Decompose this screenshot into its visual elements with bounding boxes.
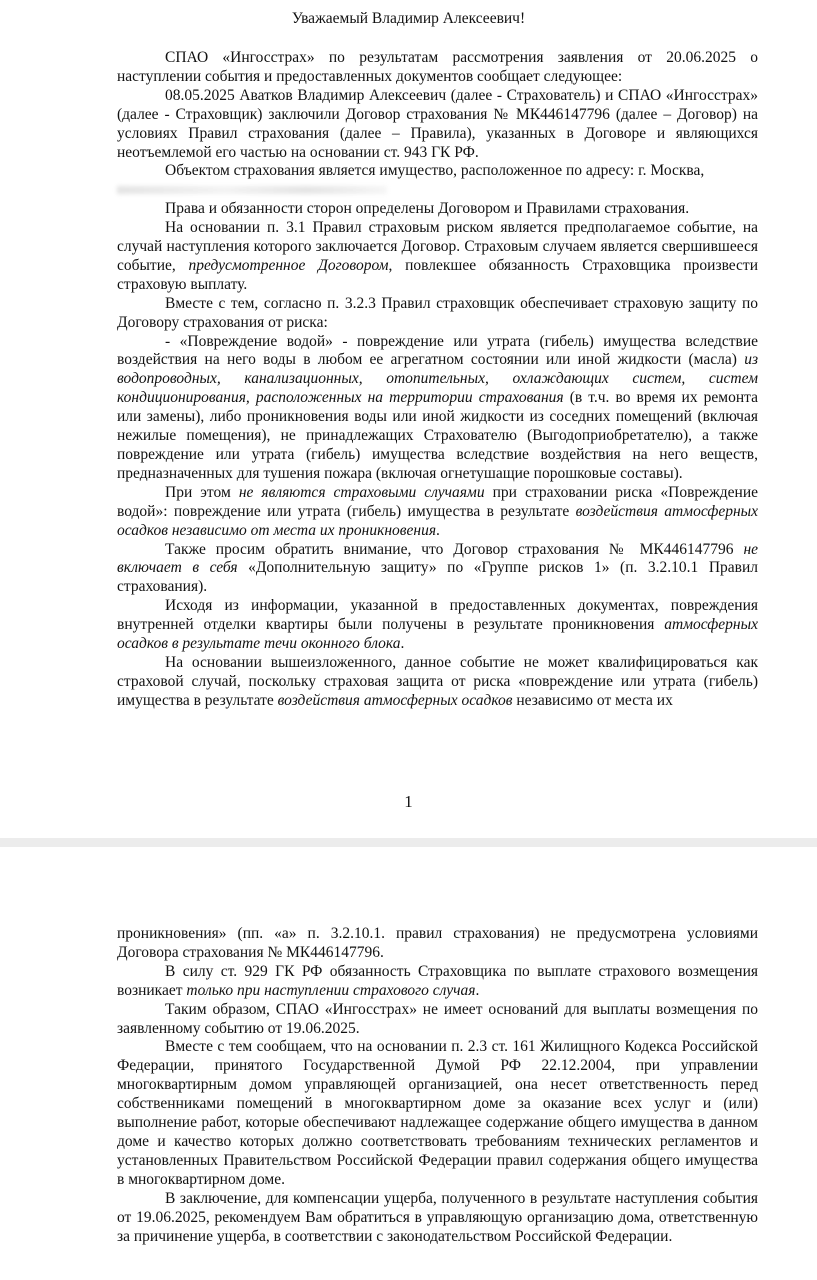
paragraph-no-grounds: Таким образом, СПАО «Ингосстрах» не имеет оснований для выплаты возмещения по заявленному событию от 19.06.2025. — [117, 1000, 758, 1037]
paragraph-rights: Права и обязанности сторон определены Договором и Правилами страхования. — [165, 200, 690, 218]
paragraph-intro: СПАО «Ингосстрах» по результатам рассмотрения заявления от 20.06.2025 о наступлении события и предоставленных документов сообщает следующее: — [117, 49, 758, 85]
paragraph-recommendation: В заключение, для компенсации ущерба, полученного в результате наступления события от 19.06.2025, рекомендуем Вам обратиться в управляющую организацию дома, ответственную за причинение ущерба, в соответствии с законодательством Российской Федерации. — [117, 1189, 758, 1245]
paragraph-civil-code: В силу ст. 929 ГК РФ обязанность Страховщика по выплате страхового возмещения возникает только при наступлении страхового случая. — [117, 962, 758, 999]
paragraph-protection: Вместе с тем, согласно п. 3.2.3 Правил страховщик обеспечивает страховую защиту по Договору страхования от риска: — [117, 294, 758, 331]
paragraph-conclusion-continued: проникновения» (пп. «а» п. 3.2.10.1. правил страхования) не предусмотрена условиями Договора страхования № МК446147796. — [117, 925, 758, 961]
letter-page-2 — [0, 847, 817, 1280]
paragraph-exclusions: При этом не являются страховыми случаями при страховании риска «Повреждение водой»: повреждение или утрата (гибель) имущества в результате воздействия атмосферных осадков независимо от места их проникновения. — [117, 483, 759, 539]
page-1-body — [117, 49, 758, 711]
paragraph-insured-object: Объектом страхования является имущество, расположенное по адресу: г. Москва, — [165, 162, 705, 180]
page-separator — [0, 838, 817, 847]
page-number: 1 — [404, 792, 413, 811]
paragraph-conclusion-start: На основании вышеизложенного, данное событие не может квалифицироваться как страховой случай, поскольку страховая защита от риска «повреждение или утрата (гибель) имущества в результате воздействия атмосферных осадков независимо от места их — [117, 653, 758, 709]
paragraph-contract: 08.05.2025 Аватков Владимир Алексеевич (далее - Страхователь) и СПАО «Ингосстрах» (далее - Страховщик) заключили Договор страхования № МК446147796 (далее – Договор) на условиях Правил страхования (далее – Правила), указанных в Договоре и являющихся неотъемлемой его частью на основании ст. 943 ГК РФ. — [117, 86, 758, 161]
paragraph-water-damage-risk: - «Повреждение водой» - повреждение или утрата (гибель) имущества вследствие воздействия на него воды в любом ее агрегатном состоянии или иной жидкости (масла) из водопроводных, канализационных, отопительных, охлаждающих систем, систем кондиционирования, расположенных на территории страхования (в т.ч. во время их ремонта или замены), либо проникновения воды или иной жидкости из соседних помещений (включая нежилые помещения), не принадлежащих Страхователю (Выгодоприобретателю), а также повреждение или утрата (гибель) имущества вследствие воздействия на него веществ, предназначенных для тушения пожара (включая огнетушащие порошковые составы). — [117, 332, 759, 482]
paragraph-damage-cause: Исходя из информации, указанной в предоставленных документах, повреждения внутренней отделки квартиры были получены в результате проникновения атмосферных осадков в результате течи оконного блока. — [117, 597, 758, 653]
paragraph-insured-risk: На основании п. 3.1 Правил страховым риском является предполагаемое событие, на случай наступления которого заключается Договор. Страховым случаем является свершившееся событие, предусмотренное Договором, повлекшее обязанность Страховщика произвести страховую выплату. — [117, 219, 759, 293]
paragraph-housing-code: Вместе с тем сообщаем, что на основании п. 2.3 ст. 161 Жилищного Кодекса Российской Федерации, принятого Государственной Думой РФ 22.12.2004, при управлении многоквартирным домом управляющей организацией, она несет ответственность перед собственниками помещений в многоквартирном доме за оказание всех услуг и (или) выполнение работ, которые обеспечивают надлежащее содержание общего имущества в данном доме и качество которых должно соответствовать требованиям технических регламентов и установленных Правительством Российской Федерации правил содержания общего имущества в многоквартирном доме. — [117, 1038, 758, 1188]
page-2-body — [117, 925, 758, 1246]
redacted-address — [117, 181, 758, 200]
greeting-heading: Уважаемый Владимир Алексеевич! — [291, 10, 526, 27]
paragraph-additional-protection: Также просим обратить внимание, что Договор страхования № МК446147796 не включает в себя «Дополнительную защиту» по «Группе рисков 1» (п. 3.2.10.1 Правил страхования). — [117, 540, 759, 596]
